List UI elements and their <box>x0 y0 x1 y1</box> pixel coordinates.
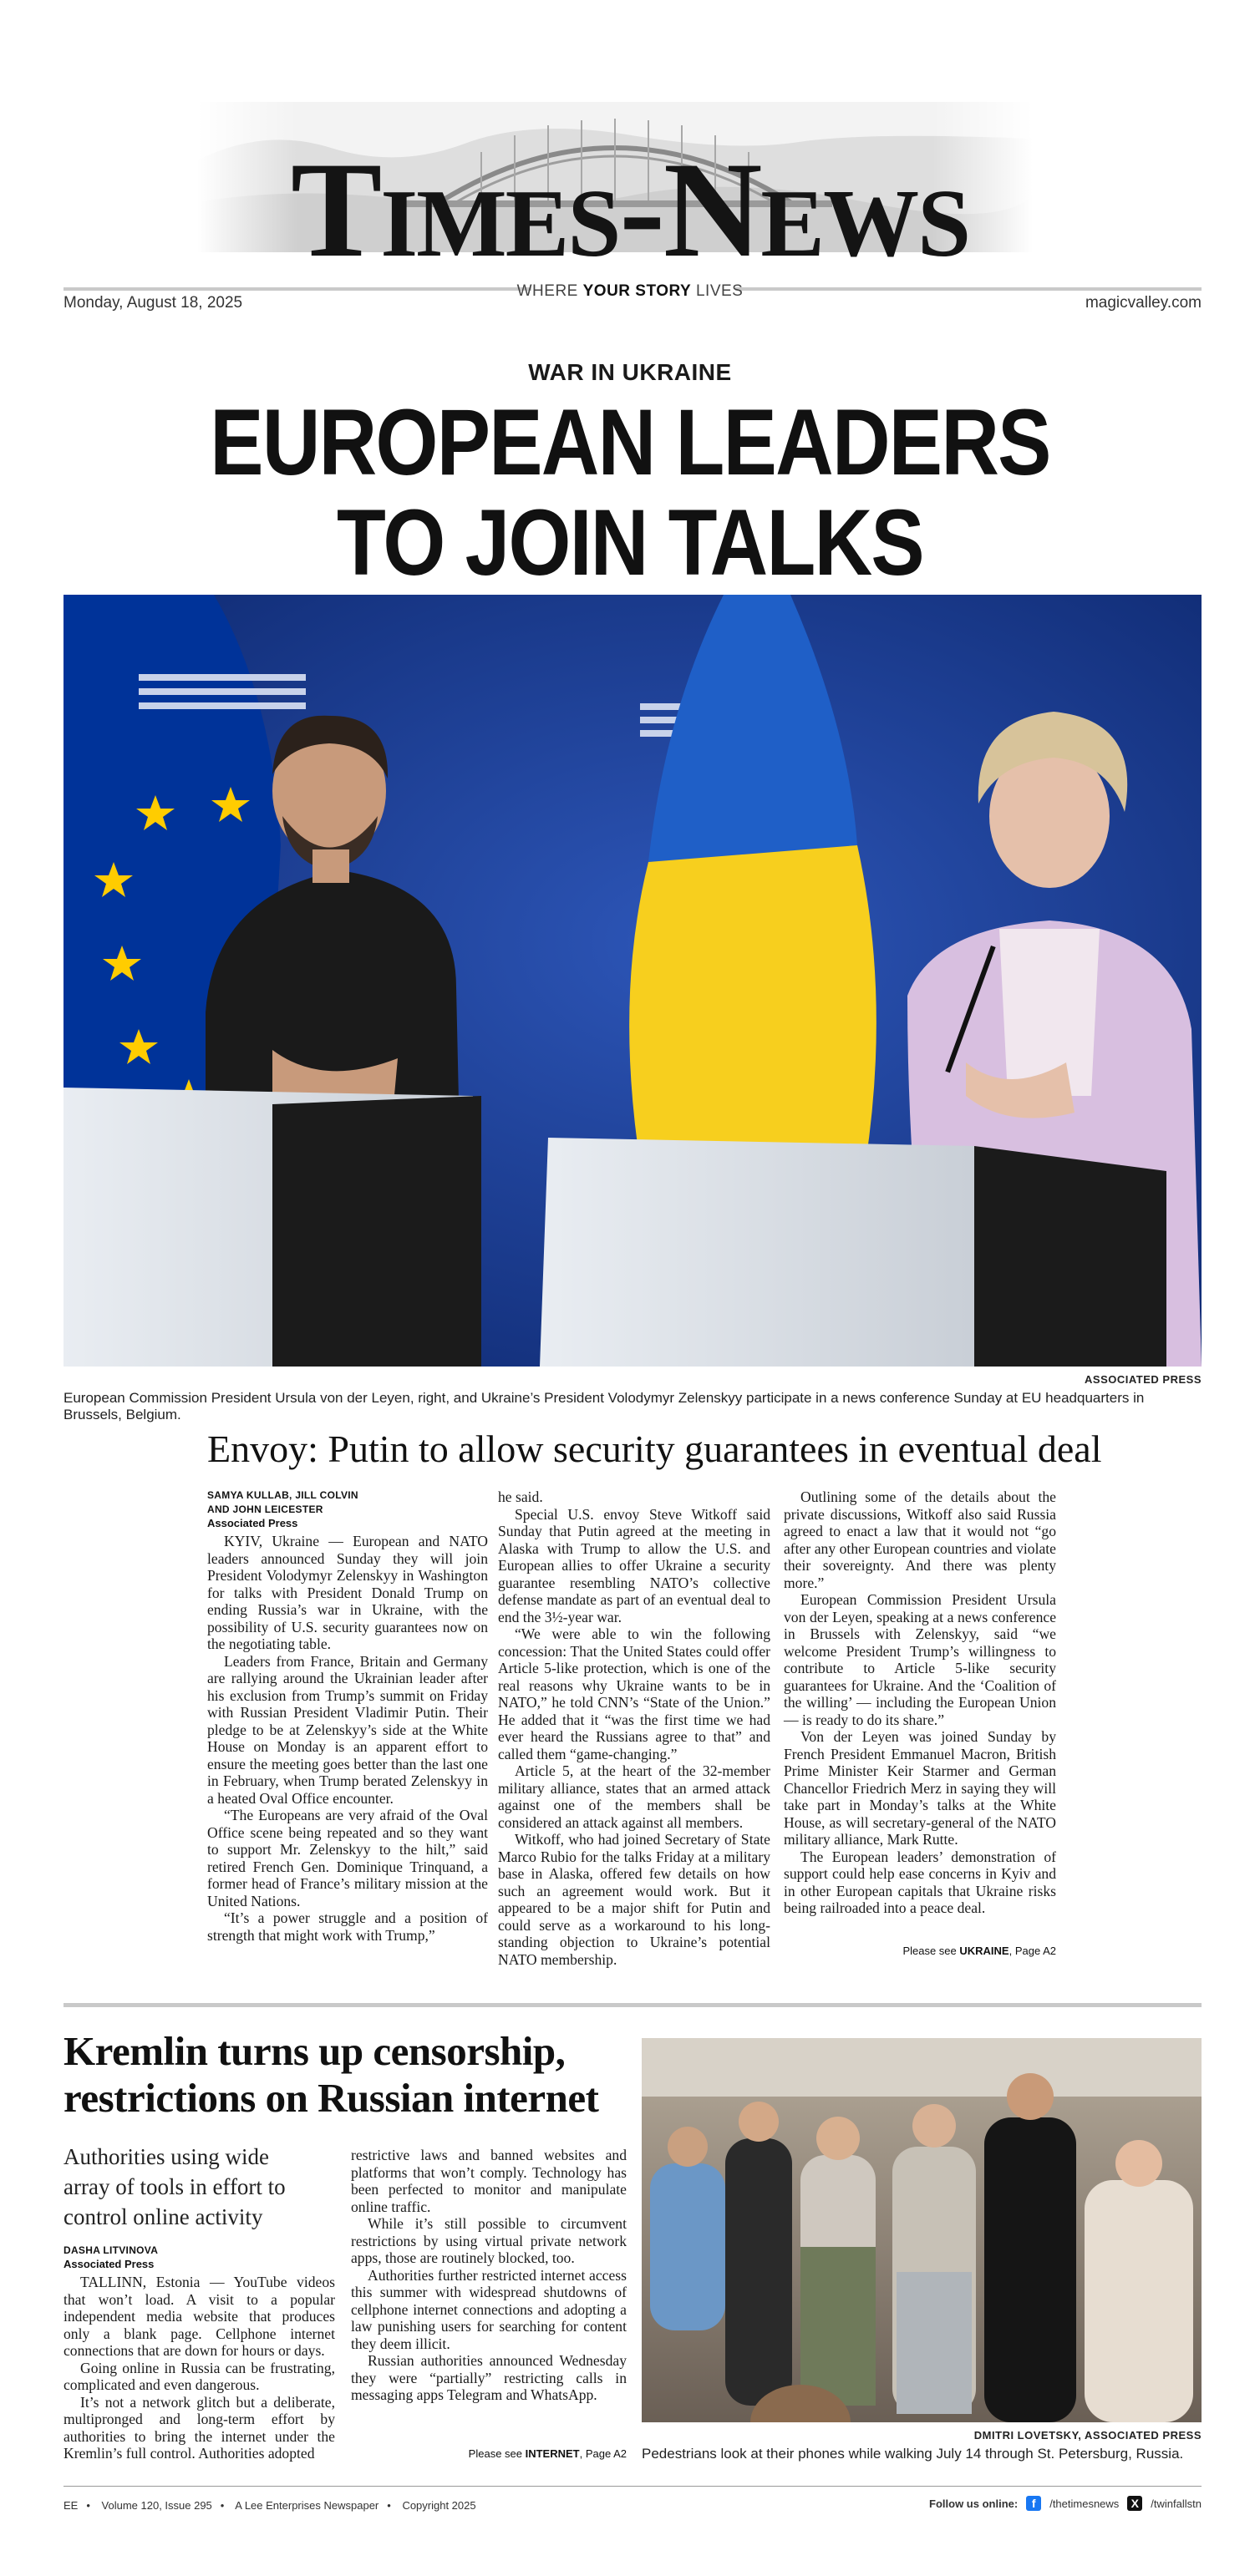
story1-paragraph: European Commission President Ursula von der Leyen, speaking at a news conference in Brussels with Zelenskyy, said “we welcome President Trump’s willingness to contribute to Article 5-like security guarantees for Ukraine. And the ‘Coalition of the willing’ — including the European Union — is ready to do its share.” <box>784 1591 1056 1728</box>
website-link[interactable]: magicvalley.com <box>1085 294 1202 312</box>
story2-column-2 <box>351 2147 627 2404</box>
story1-paragraph: Article 5, at the heart of the 32-member military alliance, states that an armed attack against one of the members shall be considered an attack against all members. <box>498 1762 770 1831</box>
story1-column-2 <box>498 1488 770 1968</box>
ukraine-flag-yellow <box>629 845 876 1163</box>
story1-column-1 <box>207 1488 488 1944</box>
lead-photo-credit: ASSOCIATED PRESS <box>1085 1373 1202 1386</box>
story1-column-3 <box>784 1488 1056 1917</box>
footer-info: EE • Volume 120, Issue 295 • A Lee Enterprises Newspaper • Copyright 2025 <box>64 2499 476 2512</box>
story2-headline[interactable]: Kremlin turns up censorship, restrictions on Russian internet <box>64 2028 599 2121</box>
story1-byline: SAMYA KULLAB, JILL COLVIN AND JOHN LEICESTER <box>207 1489 358 1515</box>
follow-label: Follow us online: <box>929 2497 1019 2510</box>
story2-deck: Authorities using wide array of tools in effort to control online activity <box>64 2144 286 2229</box>
edition-code: EE <box>64 2499 79 2512</box>
footer-rule <box>64 2486 1202 2487</box>
masthead-title: Times-News <box>290 134 970 286</box>
lead-kicker: WAR IN UKRAINE <box>528 359 732 385</box>
story2-paragraph: TALLINN, Estonia — YouTube videos that won’t load. A visit to a popular independent media website that produces only a blank page. Cellphone internet connections that are down for hours or days. <box>64 2274 335 2359</box>
story1-paragraph: Special U.S. envoy Steve Witkoff said Sunday that Putin agreed at the meeting in Alaska with Trump to allow the U.S. and European allies to offer Ukraine a security guarantee resembling NATO’s collective defense mandate as part of an eventual deal to end the 3½-year war. <box>498 1505 770 1625</box>
x-icon[interactable]: X <box>1127 2496 1142 2511</box>
story1-paragraph: “It’s a power struggle and a position of strength that might work with Trump,” <box>207 1909 488 1944</box>
story2-photo-caption: Pedestrians look at their phones while walking July 14 through St. Petersburg, Russia. <box>642 2446 1184 2462</box>
story2-paragraph: Authorities further restricted internet access this summer with widespread shutdowns of cellphone internet connections and adopting a law punishing users for searching for content they deem illicit. <box>351 2266 627 2352</box>
story1-paragraph: Witkoff, who had joined Secretary of State Marco Rubio for the talks Friday at a military base in Alaska, offered few details on how such an agreement would work. But it appeared to be a major shift for Putin and could serve as a workaround to his long-standing objection to Ukraine’s potential NATO membership. <box>498 1831 770 1968</box>
story2-paragraph: restrictive laws and banned websites and platforms that won’t comply. Technology has been perfected to monitor and manipulate online traffic. <box>351 2147 627 2215</box>
story1-paragraph: Leaders from France, Britain and Germany are rallying around the Ukrainian leader after his exclusion from Trump’s summit on Friday with Russian President Vladimir Putin. Their pledge to be at Zelenskyy’s side at the White House on Monday is an apparent effort to ensure the meeting goes better than the last one in February, when Trump berated Zelenskyy in a heated Oval Office encounter. <box>207 1652 488 1807</box>
publisher: A Lee Enterprises Newspaper <box>235 2499 379 2512</box>
story2-column-1 <box>64 2244 335 2462</box>
story1-paragraph: The European leaders’ demonstration of support could help ease concerns in Kyiv and in other European capitals that Ukraine risks being railroaded into a peace deal. <box>784 1848 1056 1916</box>
tagline: WHERE YOUR STORY LIVES <box>516 282 744 300</box>
story2-paragraph: It’s not a network glitch but a deliberate, multipronged and long-term effort by authorities to bring the internet under the Kremlin’s full control. Authorities adopted <box>64 2393 335 2462</box>
facebook-icon[interactable]: f <box>1026 2496 1041 2511</box>
story1-headline[interactable]: Envoy: Putin to allow security guarantees in eventual deal <box>207 1427 1102 1470</box>
lead-photo-caption: European Commission President Ursula von der Leyen, right, and Ukraine’s President Volodymyr Zelenskyy participate in a news conference Sunday at EU headquarters in Brussels, Belgium. <box>64 1390 1145 1422</box>
story2-jump-link[interactable]: Please see INTERNET, Page A2 <box>468 2447 627 2460</box>
facebook-handle[interactable]: /thetimesnews <box>1049 2497 1120 2510</box>
lead-photo <box>64 595 1202 1367</box>
lead-headline: EUROPEAN LEADERS TO JOIN TALKS <box>210 390 1050 595</box>
footer-social <box>929 2496 1202 2511</box>
story2-agency: Associated Press <box>64 2258 155 2270</box>
story2-photo <box>642 2038 1202 2422</box>
story1-paragraph: “The Europeans are very afraid of the Oval Office scene being repeated and so they want to support Mr. Zelenskyy to the hilt,” said retired French Gen. Dominique Trinquand, a former head of France’s military mission at the United Nations. <box>207 1807 488 1909</box>
story2-paragraph: Going online in Russia can be frustrating, complicated and even dangerous. <box>64 2359 335 2393</box>
issue-date: Monday, August 18, 2025 <box>64 294 243 312</box>
story2-byline: DASHA LITVINOVA <box>64 2244 159 2256</box>
story1-jump-link[interactable]: Please see UKRAINE, Page A2 <box>902 1945 1056 1957</box>
story2-paragraph: While it’s still possible to circumvent restrictions by using virtual private network apps, those are routinely blocked, too. <box>351 2215 627 2266</box>
x-handle[interactable]: /twinfallstn <box>1151 2497 1202 2510</box>
story2-paragraph: Russian authorities announced Wednesday they were “partially” restricting calls in messaging apps Telegram and WhatsApp. <box>351 2352 627 2403</box>
story1-paragraph: “We were able to win the following concession: That the United States could offer Article 5-like protection, which is one of the real reasons why Ukraine wants to be in NATO,” he told CNN’s “State of the Union.” He added that it “was the first time we had ever heard the Russians agree to that” and called them “game-changing.” <box>498 1625 770 1762</box>
volume-issue: Volume 120, Issue 295 <box>101 2499 212 2512</box>
story1-paragraph: KYIV, Ukraine — European and NATO leaders announced Sunday they will join President Volodymyr Zelenskyy in Washington for talks with President Donald Trump on ending Russia’s war in Ukraine, with the possibility of U.S. security guarantees now on the negotiating table. <box>207 1533 488 1652</box>
story1-paragraph: Von der Leyen was joined Sunday by French President Emmanuel Macron, British Prime Minister Keir Starmer and German Chancellor Friedrich Merz in saying they will take part in Monday’s talks at the White House, as will secretary-general of the NATO military alliance, Mark Rutte. <box>784 1728 1056 1848</box>
section-divider <box>64 2003 1202 2007</box>
podium-right <box>540 1138 983 1367</box>
story2-photo-credit: DMITRI LOVETSKY, ASSOCIATED PRESS <box>973 2429 1202 2442</box>
story1-paragraph: he said. <box>498 1488 543 1505</box>
copyright: Copyright 2025 <box>402 2499 476 2512</box>
story1-agency: Associated Press <box>207 1517 298 1529</box>
story1-paragraph: Outlining some of the details about the private discussions, Witkoff also said Russia agreed to enact a law that it would not “go after any other European countries and violate their sovereignty. And there was plenty more.” <box>784 1488 1056 1591</box>
